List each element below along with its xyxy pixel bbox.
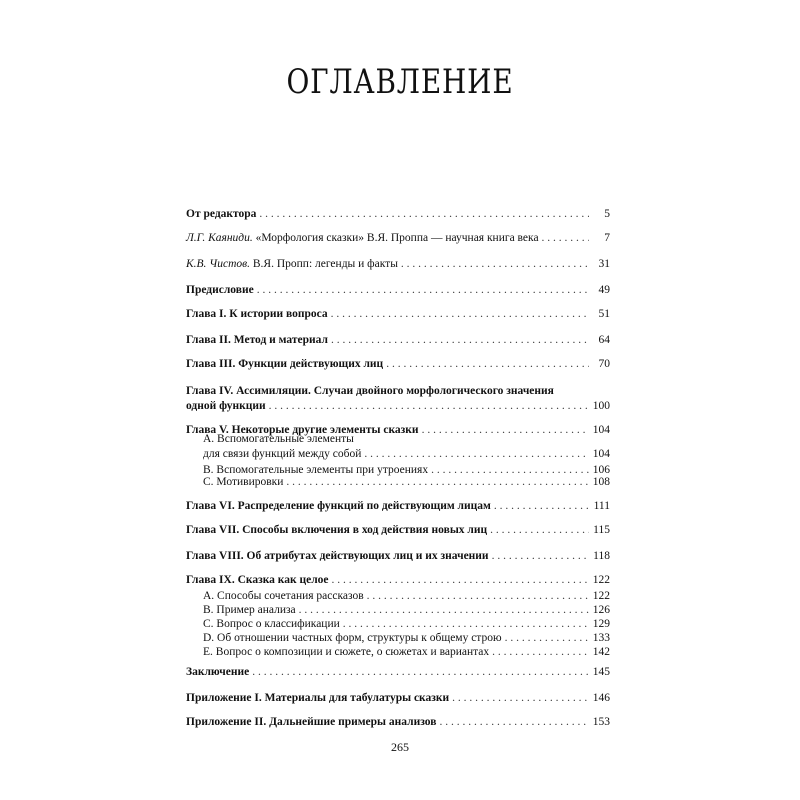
toc-entry-title: Заключение (186, 666, 250, 678)
toc-entry-glava-3 (186, 356, 610, 372)
toc-entry-page: 133 (592, 632, 610, 644)
dot-leader (269, 398, 589, 414)
toc-entry-title: От редактора (186, 208, 257, 220)
toc-entry-page: 115 (593, 524, 610, 536)
page-number: 265 (391, 740, 409, 754)
toc-entry-glava-6 (186, 498, 610, 514)
page-title: ОГЛАВЛЕНИЕ (286, 62, 514, 102)
toc-entry-page: 104 (592, 448, 610, 460)
dot-leader (492, 548, 589, 564)
dot-leader (252, 664, 589, 680)
toc-entry-glava-4-line1: Глава IV. Ассимиляции. Случаи двойного морфологического значения (186, 385, 554, 397)
toc-entry-page: 100 (592, 400, 610, 412)
toc-entry-page: 64 (598, 334, 610, 346)
toc-entry-glava-1 (186, 306, 610, 322)
dot-leader (364, 446, 589, 462)
dot-leader (490, 522, 589, 538)
toc-entry-page: 104 (592, 424, 610, 436)
toc-entry-page: 146 (592, 692, 610, 704)
dot-leader (257, 282, 589, 298)
toc-entry-prilozhenie-2 (186, 714, 610, 730)
toc-entry-page: 7 (604, 232, 610, 244)
toc-entry-glava-5-a-line1: А. Вспомогательные элементы (203, 433, 354, 445)
toc-entry-page: 122 (592, 574, 610, 586)
dot-leader (331, 332, 589, 348)
toc-entry-title: B. Пример анализа (203, 604, 296, 616)
toc-entry-title: B. Вспомогательные элементы при утроениях (203, 464, 429, 476)
toc-entry-title: Глава III. Функции действующих лиц (186, 358, 384, 370)
toc-entry-page: 31 (598, 258, 610, 270)
toc-entry-title: одной функции (186, 400, 266, 412)
toc-entry-page: 108 (592, 476, 610, 488)
dot-leader (259, 206, 589, 222)
toc-entry-title: Л.Г. Каяниди. «Морфология сказки» В.Я. Проппа — научная книга века (186, 232, 539, 244)
toc-entry-title: Глава II. Метод и материал (186, 334, 328, 346)
toc-entry-page: 5 (604, 208, 610, 220)
toc-entry-kayanidi (186, 230, 610, 246)
toc-entry-glava-4 (186, 398, 610, 414)
toc-entry-chistov (186, 256, 610, 272)
toc-entry-page: 118 (593, 550, 610, 562)
toc-entry-glava-7 (186, 522, 610, 538)
toc-entry-title: Глава VI. Распределение функций по действующим лицам (186, 500, 491, 512)
toc-entry-title: для связи функций между собой (203, 448, 362, 460)
dot-leader (386, 356, 589, 372)
toc-entry-glava-9-e (203, 644, 610, 660)
toc-entry-page: 106 (592, 464, 610, 476)
toc-entry-title: E. Вопрос о композиции и сюжете, о сюжетах и вариантах (203, 646, 490, 658)
dot-leader (332, 572, 589, 588)
toc-entry-title: Глава V. Некоторые другие элементы сказки (186, 424, 419, 436)
dot-leader (452, 690, 589, 706)
toc-entry-ot-redaktora (186, 206, 610, 222)
toc-entry-title: C. Вопрос о классификации (203, 618, 340, 630)
toc-entry-title: Глава VIII. Об атрибутах действующих лиц и их значении (186, 550, 489, 562)
toc-entry-page: 122 (592, 590, 610, 602)
toc-entry-title: D. Об отношении частных форм, структуры к общему строю (203, 632, 502, 644)
toc-entry-title: Глава IX. Сказка как целое (186, 574, 329, 586)
toc-entry-page: 111 (593, 500, 610, 512)
toc-entry-page: 145 (592, 666, 610, 678)
toc-entry-title: Предисловие (186, 284, 254, 296)
toc-entry-title: C. Мотивировки (203, 476, 284, 488)
toc-entry-title: Приложение II. Дальнейшие примеры анализов (186, 716, 437, 728)
dot-leader (492, 644, 589, 660)
toc-entry-page: 49 (598, 284, 610, 296)
toc-entry-title: Приложение I. Материалы для табулатуры сказки (186, 692, 450, 704)
toc-entry-zaklyuchenie (186, 664, 610, 680)
toc-entry-page: 51 (598, 308, 610, 320)
toc-entry-page: 126 (592, 604, 610, 616)
toc-entry-page: 142 (592, 646, 610, 658)
toc-entry-glava-5-c (203, 474, 610, 490)
toc-entry-glava-8 (186, 548, 610, 564)
toc-entry-glava-5-a (203, 446, 610, 462)
dot-leader (494, 498, 589, 514)
toc-entry-page: 153 (592, 716, 610, 728)
toc-entry-glava-2 (186, 332, 610, 348)
toc-entry-predislovie (186, 282, 610, 298)
toc-entry-title: Глава I. К истории вопроса (186, 308, 328, 320)
toc-entry-glava-9 (186, 572, 610, 588)
dot-leader (542, 230, 589, 246)
dot-leader (286, 474, 589, 490)
toc-entry-title: А. Способы сочетания рассказов (203, 590, 364, 602)
toc-entry-author: К.В. Чистов. (186, 258, 250, 270)
toc-entry-author: Л.Г. Каяниди. (186, 232, 253, 244)
dot-leader (401, 256, 589, 272)
dot-leader (439, 714, 589, 730)
toc-entry-title: Глава VII. Способы включения в ход действия новых лиц (186, 524, 488, 536)
dot-leader (331, 306, 589, 322)
toc-entry-page: 70 (598, 358, 610, 370)
toc-entry-page: 129 (592, 618, 610, 630)
toc-entry-prilozhenie-1 (186, 690, 610, 706)
toc-entry-title: К.В. Чистов. В.Я. Пропп: легенды и факты (186, 258, 398, 270)
